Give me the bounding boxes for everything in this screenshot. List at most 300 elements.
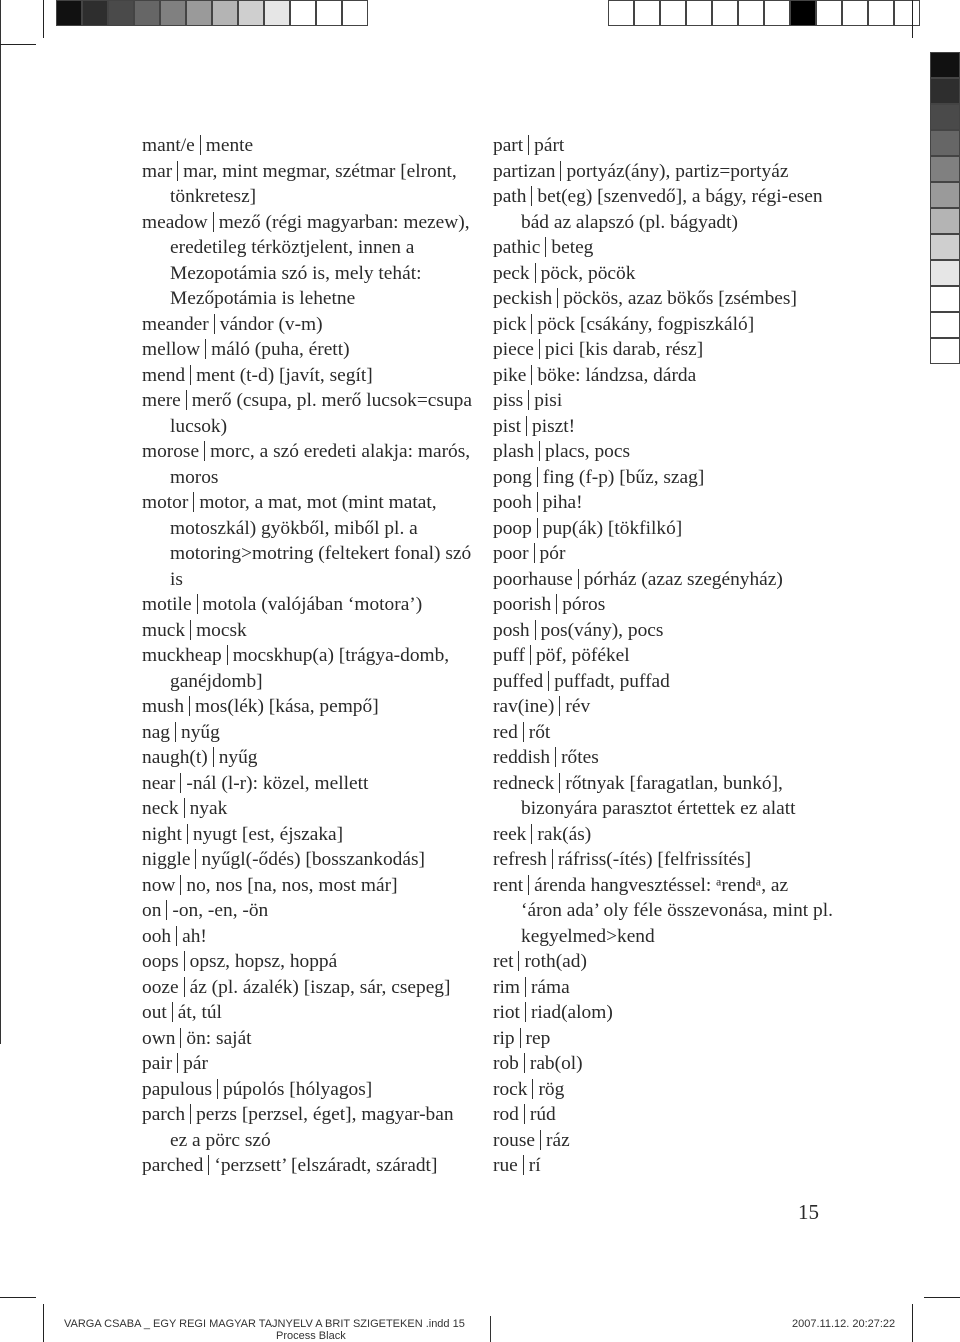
entry-separator [176,926,177,946]
column-divider [0,0,1,1044]
entry-separator [214,314,215,334]
entry-separator [524,1104,525,1124]
dictionary-entry [142,159,472,210]
entry-headword: pike [493,364,527,386]
entry-separator [525,977,526,997]
entry-headword: piece [493,339,534,360]
entry-headword: own [142,1027,176,1049]
entry-separator [524,1053,525,1073]
color-swatch [930,260,960,286]
dictionary-entry [142,1153,472,1179]
dictionary-entry [142,1102,472,1153]
entry-separator [552,849,553,869]
entry-separator [532,1079,533,1099]
dictionary-entry [493,312,833,338]
dictionary-entry [142,210,472,312]
entry-separator [548,671,549,691]
dictionary-entry [142,1051,472,1077]
dictionary-entry [493,873,833,950]
dictionary-entry [142,1026,472,1052]
color-swatch [868,0,894,26]
entry-headword: oops [142,951,179,972]
entry-definition: át, túl [177,1002,222,1023]
entry-separator [556,594,557,614]
crop-mark-top-left-h [0,44,36,45]
dictionary-entry [142,898,472,924]
entry-separator [166,900,167,920]
entry-definition: púpolós [hólyagos] [223,1078,373,1100]
entry-separator [227,645,228,665]
entry-definition: piha! [542,492,583,513]
entry-headword: peck [493,262,530,284]
entry-headword: path [493,186,527,207]
entry-separator [530,645,531,665]
entry-definition: rög [538,1078,565,1100]
entry-headword: mere [142,390,181,411]
entry-definition: roth(ad) [524,951,587,972]
entry-separator [559,773,560,793]
color-swatch [82,0,108,26]
entry-headword: puff [493,645,525,666]
color-swatch [930,234,960,260]
entry-definition: ráma [530,976,570,998]
crop-mark-top-left [43,0,44,38]
dictionary-entry [493,439,833,465]
entry-definition: portyáz(ány), partiz=portyáz [566,160,789,182]
entry-headword: mend [142,364,186,386]
color-swatch [342,0,368,26]
entry-definition: mar, mint megmar, szétmar [elront, tönkretesz] [170,160,457,207]
entry-separator [531,186,532,206]
color-swatch [894,0,920,26]
entry-separator [520,1028,521,1048]
color-swatch [686,0,712,26]
entry-separator [172,1002,173,1022]
dictionary-entry [493,490,833,516]
entry-headword: parch [142,1104,186,1125]
entry-separator [545,237,546,257]
dictionary-entry [142,771,472,797]
entry-definition: mente [205,135,254,156]
entry-definition: morc, a szó eredeti alakja: marós, moros [170,441,471,488]
dictionary-entry [493,1102,833,1128]
color-swatch [634,0,660,26]
entry-definition: pöck [csákány, fogpiszkáló] [537,313,755,335]
entry-definition: rep [525,1027,551,1049]
entry-separator [213,747,214,767]
dictionary-entry [142,643,472,694]
entry-separator [184,977,185,997]
entry-definition: motor, a mat, mot (mint matat, motoszkál) gyökből, miből pl. a motoring>motring (feltekert fonal) szó is [170,492,472,590]
entry-separator [208,1155,209,1175]
entry-headword: naugh(t) [142,747,208,768]
entry-definition: ráz [546,1129,570,1151]
dictionary-entry [493,414,833,440]
entry-headword: pick [493,313,527,335]
entry-separator [177,1053,178,1073]
color-swatch [764,0,790,26]
dictionary-entry [493,847,833,873]
entry-definition: mocsk [196,619,247,641]
entry-headword: pathic [493,237,541,258]
color-swatch [160,0,186,26]
entry-definition: rőtes [561,747,599,768]
dictionary-entry [493,1153,833,1179]
entry-definition: opsz, hopsz, hoppá [189,951,338,972]
dictionary-entry [142,822,472,848]
entry-headword: mant/e [142,135,195,156]
color-swatch [930,312,960,338]
entry-headword: now [142,874,176,896]
entry-headword: on [142,900,162,921]
entry-separator [537,467,538,487]
entry-headword: mar [142,160,173,182]
entry-headword: redneck [493,772,555,794]
color-swatch [212,0,238,26]
entry-definition: merő (csupa, pl. merő lucsok=csupa lucsok) [170,390,472,437]
entry-headword: piss [493,390,524,411]
footer-process: Process Black [276,1330,346,1342]
entry-definition: fing (f-p) [bűz, szag] [542,466,705,488]
entry-definition: pöckös, azaz bökős [zsémbes] [563,288,797,309]
entry-definition: póros [562,594,606,615]
color-swatch [108,0,134,26]
entry-separator [518,951,519,971]
entry-headword: red [493,721,518,743]
entry-definition: pórház (azaz szegényház) [583,568,783,590]
dictionary-entry [142,694,472,720]
entry-separator [528,390,529,410]
entry-headword: puffed [493,670,544,692]
entry-definition: mocskhup(a) [trágya-domb, ganéjdomb] [170,645,450,692]
entry-headword: near [142,772,176,794]
dictionary-entry [493,822,833,848]
color-swatch [930,104,960,130]
entry-definition: ment (t-d) [javít, segít] [196,364,373,386]
dictionary-entry [142,312,472,338]
entry-headword: peckish [493,288,553,309]
dictionary-entry [142,618,472,644]
entry-headword: poor [493,543,529,564]
dictionary-entry [493,235,833,261]
entry-headword: ooze [142,976,179,998]
dictionary-entry [493,286,833,312]
entry-definition: riad(alom) [530,1002,613,1023]
entry-headword: rock [493,1078,528,1100]
dictionary-entry [142,949,472,975]
footer-file-name: VARGA CSABA _ EGY REGI MAGYAR TAJNYELV A BRIT SZIGETEKEN .indd 15 [64,1318,465,1330]
entry-definition: mos(lék) [kása, pempő] [195,696,379,717]
color-swatch [290,0,316,26]
color-swatch [930,78,960,104]
entry-headword: ooh [142,925,172,947]
dictionary-entry [142,796,472,822]
entry-separator [186,390,187,410]
entry-separator [531,314,532,334]
side-color-strip [930,52,960,364]
entry-separator [539,339,540,359]
dictionary-entry [493,720,833,746]
dictionary-entry [493,567,833,593]
entry-separator [180,773,181,793]
entry-definition: pöck, pöcök [540,262,636,284]
entry-definition: párt [534,135,565,156]
entry-headword: rouse [493,1129,536,1151]
entry-definition: ráfriss(-ítés) [felfrissítés] [557,849,752,870]
entry-separator [555,747,556,767]
entry-headword: rue [493,1155,518,1176]
entry-headword: morose [142,441,200,462]
crop-mark-top-right [912,0,913,38]
entry-definition: ‘perzsett’ [elszáradt, száradt] [214,1155,438,1176]
entry-separator [190,1104,191,1124]
right-column [493,133,833,1179]
entry-headword: rob [493,1053,519,1074]
entry-definition: böke: lándzsa, dárda [537,364,697,386]
dictionary-entry [493,1077,833,1103]
color-swatch [842,0,868,26]
entry-headword: poorish [493,594,552,615]
entry-definition: ön: saját [186,1027,252,1049]
entry-definition: nyűgl(-ődés) [bosszankodás] [201,849,425,870]
dictionary-entry [493,1026,833,1052]
entry-separator [187,824,188,844]
entry-separator [180,875,181,895]
crop-mark-bottom-left-h [0,1297,36,1298]
entry-headword: pist [493,415,522,437]
dictionary-entry [142,720,472,746]
entry-headword: reddish [493,747,551,768]
color-swatch [608,0,634,26]
entry-separator [217,1079,218,1099]
entry-definition: árenda hangvesztéssel: ᵃrendᵃ, az ‘áron ada’ oly féle összevonása, mint pl. kegyelmed>kend [521,874,833,947]
dictionary-entry [142,490,472,592]
entry-definition: pór [539,543,566,564]
entry-separator [528,135,529,155]
color-swatch [316,0,342,26]
entry-separator [531,365,532,385]
entry-definition: pos(vány), pocs [540,619,664,641]
dictionary-entry [493,337,833,363]
footer-separator [490,1316,491,1342]
entry-headword: parched [142,1155,204,1176]
dictionary-entry [493,516,833,542]
dictionary-entry [493,949,833,975]
entry-definition: nyűg [181,721,220,743]
color-swatch [56,0,82,26]
entry-definition: pöf, pöfékel [535,645,630,666]
entry-separator [190,620,191,640]
dictionary-entry [142,975,472,1001]
entry-definition: mező (régi magyarban: mezew), eredetileg térköztjelent, innen a Mezopotámia szó is, mely tehát: Mezőpotámia is lehetne [170,211,470,309]
entry-definition: motola (valójában ‘motora’) [202,594,423,615]
entry-separator [190,365,191,385]
dictionary-entry [142,1000,472,1026]
entry-headword: motile [142,594,192,615]
entry-definition: pár [183,1053,208,1074]
entry-definition: rak(ás) [537,823,592,845]
entry-headword: rim [493,976,520,998]
entry-definition: bet(eg) [szenvedő], a bágy, régi-esen bád az alapszó (pl. bágyadt) [521,186,823,233]
dictionary-entry [493,643,833,669]
entry-headword: partizan [493,160,556,182]
entry-definition: rév [565,696,591,717]
dictionary-entry [493,745,833,771]
entry-definition: vándor (v-m) [219,313,323,335]
entry-definition: pup(ák) [tökfilkó] [542,517,683,539]
dictionary-entry [142,337,472,363]
dictionary-entry [142,363,472,389]
entry-headword: papulous [142,1078,213,1100]
entry-headword: poorhause [493,568,573,590]
dictionary-entry [142,388,472,439]
entry-headword: mush [142,696,185,717]
entry-definition: placs, pocs [544,441,631,462]
entry-separator [184,951,185,971]
dictionary-entry [493,388,833,414]
color-swatch [930,52,960,78]
entry-separator [184,798,185,818]
entry-separator [204,441,205,461]
dictionary-entry [493,1051,833,1077]
entry-headword: night [142,823,182,845]
dictionary-entry [142,1077,472,1103]
entry-separator [525,1002,526,1022]
entry-separator [195,849,196,869]
dictionary-entry [142,745,472,771]
dictionary-entry [142,439,472,490]
entry-definition: nyak [189,798,228,819]
entry-headword: pooh [493,492,532,513]
entry-separator [537,492,538,512]
entry-separator [534,543,535,563]
color-swatch [930,130,960,156]
entry-definition: -nál (l-r): közel, mellett [186,772,369,794]
registration-bar-left [56,0,368,32]
entry-headword: poop [493,517,532,539]
left-column [142,133,472,1179]
entry-headword: pong [493,466,532,488]
entry-separator [531,824,532,844]
color-swatch [930,338,960,364]
entry-definition: no, nos [na, nos, most már] [186,874,398,896]
entry-definition: -on, -en, -ön [172,900,269,921]
entry-separator [197,594,198,614]
entry-headword: rip [493,1027,515,1049]
color-swatch [816,0,842,26]
entry-definition: beteg [551,237,594,258]
dictionary-entry [493,184,833,235]
dictionary-entry [493,694,833,720]
color-swatch [186,0,212,26]
crop-mark-bottom-left [43,1304,44,1342]
entry-separator [189,696,190,716]
entry-definition: rí [528,1155,541,1176]
dictionary-entry [493,465,833,491]
entry-definition: puffadt, puffad [554,670,670,692]
registration-bar-right [608,0,920,32]
entry-headword: riot [493,1002,520,1023]
dictionary-entry [493,771,833,822]
entry-definition: áz (pl. ázalék) [iszap, sár, csepeg] [189,976,451,998]
entry-separator [205,339,206,359]
entry-definition: nyugt [est, éjszaka] [192,823,344,845]
entry-definition: ah! [182,925,207,947]
entry-definition: pisi [534,390,563,411]
entry-headword: posh [493,619,530,641]
entry-separator [535,620,536,640]
entry-separator [578,569,579,589]
dictionary-entry [493,592,833,618]
entry-separator [523,722,524,742]
color-swatch [134,0,160,26]
entry-headword: plash [493,441,534,462]
entry-headword: meander [142,313,209,335]
dictionary-entry [493,133,833,159]
entry-separator [180,1028,181,1048]
footer-date: 2007.11.12. 20:27:22 [792,1318,896,1330]
entry-definition: perzs [perzsel, éget], magyar-ban ez a pörc szó [170,1104,454,1151]
entry-separator [200,135,201,155]
entry-definition: rőt [528,721,551,743]
color-swatch [930,156,960,182]
crop-mark-bottom-right-h [924,1297,960,1298]
entry-headword: neck [142,798,179,819]
entry-headword: niggle [142,849,191,870]
entry-separator [537,518,538,538]
entry-separator [540,1130,541,1150]
entry-headword: pair [142,1053,173,1074]
color-swatch [930,208,960,234]
color-swatch [930,286,960,312]
entry-separator [539,441,540,461]
dictionary-entry [493,159,833,185]
color-swatch [712,0,738,26]
entry-separator [560,161,561,181]
entry-definition: rőtnyak [faragatlan, bunkó], bizonyára parasztot értettek ez alatt [521,772,796,819]
entry-separator [526,416,527,436]
entry-headword: part [493,135,524,156]
entry-headword: refresh [493,849,547,870]
entry-headword: mellow [142,339,201,360]
entry-headword: rod [493,1104,519,1125]
entry-headword: out [142,1002,167,1023]
entry-separator [177,161,178,181]
dictionary-entry [142,873,472,899]
entry-separator [528,875,529,895]
dictionary-entry [142,592,472,618]
entry-headword: motor [142,492,189,513]
dictionary-entry [142,133,472,159]
entry-definition: rab(ol) [529,1053,583,1074]
dictionary-entry [493,261,833,287]
dictionary-entry [493,618,833,644]
entry-separator [523,1155,524,1175]
entry-separator [175,722,176,742]
entry-separator [559,696,560,716]
entry-definition: pici [kis darab, rész] [544,339,704,360]
dictionary-entry [493,669,833,695]
color-swatch [790,0,816,26]
entry-headword: meadow [142,211,208,233]
entry-headword: muckheap [142,645,222,666]
dictionary-entry [493,975,833,1001]
entry-headword: rent [493,874,524,896]
crop-mark-bottom-right [912,1304,913,1342]
entry-definition: nyűg [218,747,258,768]
color-swatch [660,0,686,26]
dictionary-entry [493,541,833,567]
